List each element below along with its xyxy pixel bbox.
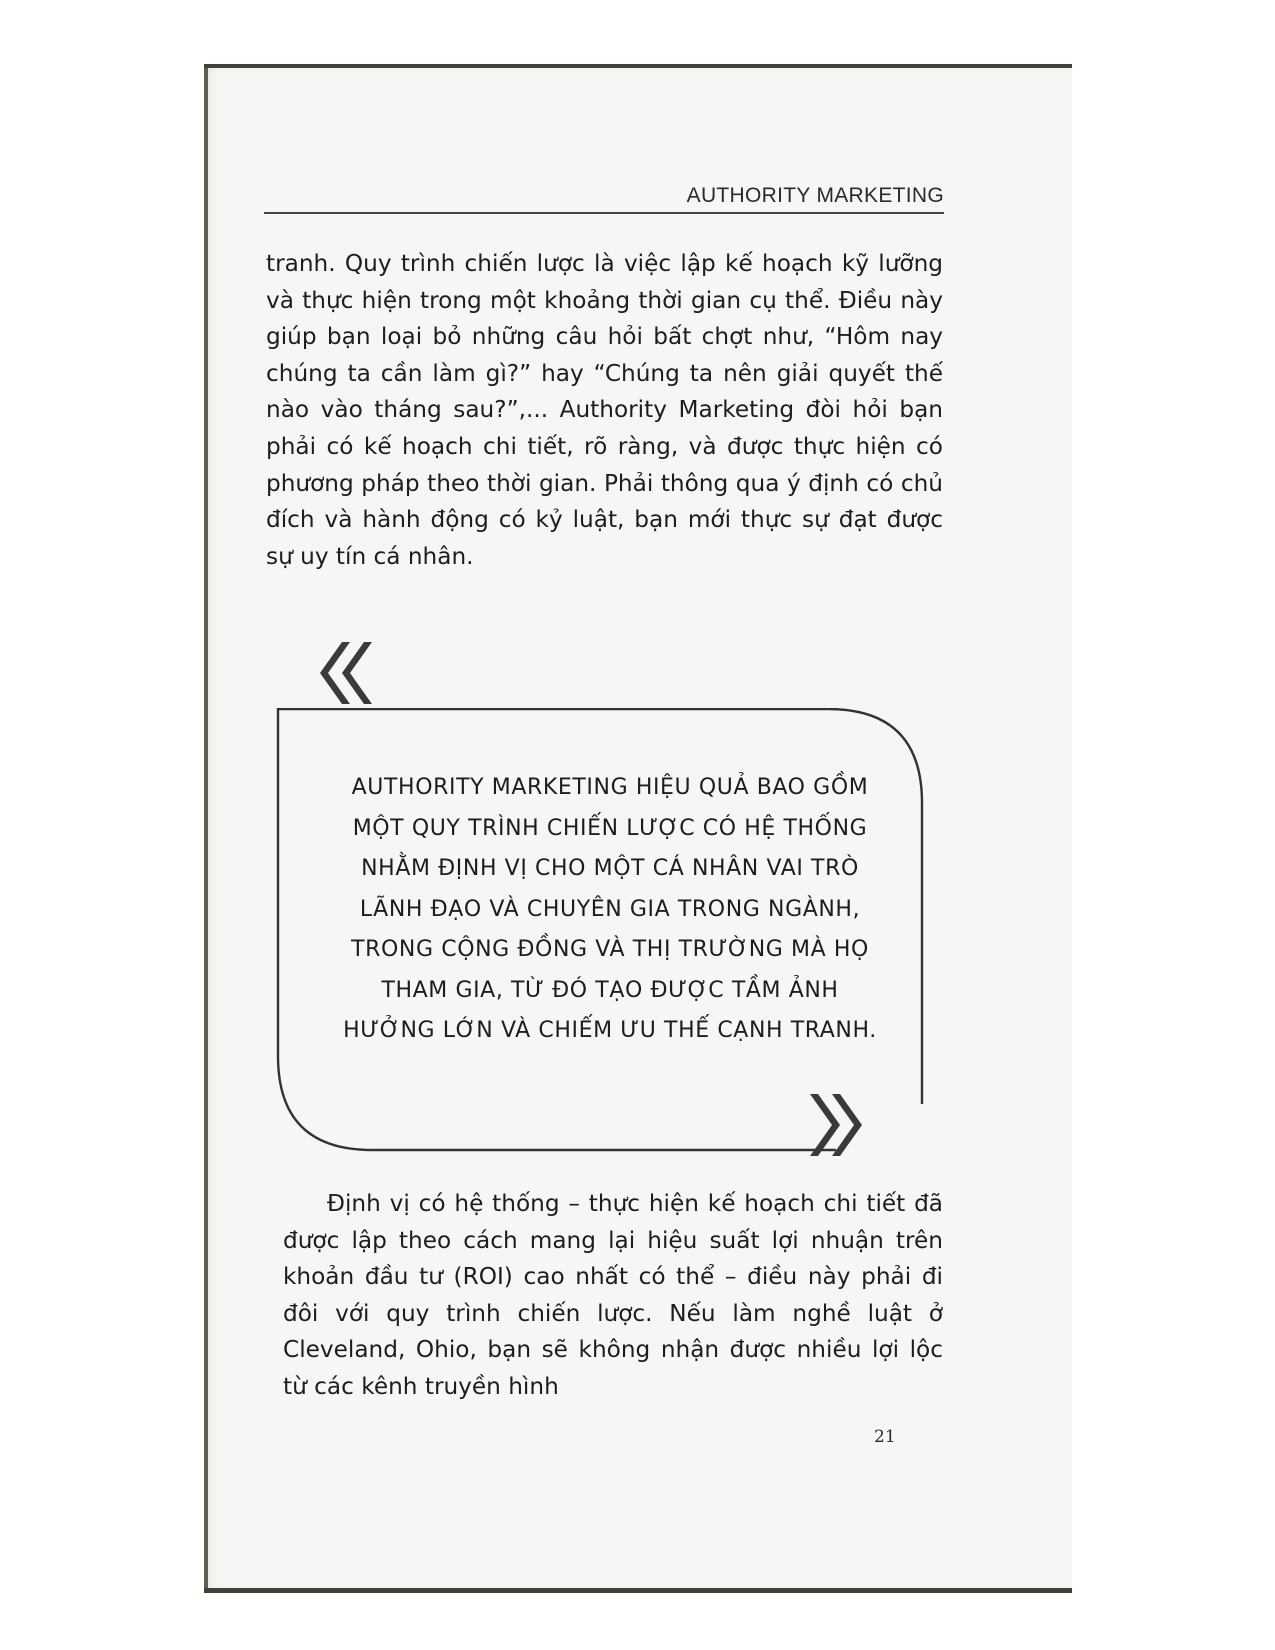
running-title: AUTHORITY MARKETING [686,184,944,207]
double-chevron-right-icon [808,1092,868,1162]
body-paragraph-2: Định vị có hệ thống – thực hiện kế hoạch chi tiết đã được lập theo cách mang lại hiệu suất lợi nhuận trên khoản đầu tư (ROI) cao nhất có thể – điều này phải đi đôi với quy trình chiến lược. Nếu làm nghề luật ở Cleveland, Ohio, bạn sẽ không nhận được nhiều lợi lộc từ các kênh truyền hình [283,1190,943,1400]
page-number: 21 [874,1427,896,1447]
book-spine-edge [204,68,208,1590]
header-rule [264,212,944,214]
book-edge-bottom [204,1588,1072,1593]
running-header [264,180,944,224]
body-paragraph-1: tranh. Quy trình chiến lược là việc lập kế hoạch kỹ lưỡng và thực hiện trong một khoảng thời gian cụ thể. Điều này giúp bạn loại bỏ những câu hỏi bất chợt như, “Hôm nay chúng ta cần làm gì?” hay “Chúng ta nên giải quyết thế nào vào tháng sau?”,... Authority Marketing đòi hỏi bạn phải có kế hoạch chi tiết, rõ ràng, và được thực hiện có phương pháp theo thời gian. Phải thông qua ý định có chủ đích và hành động có kỷ luật, bạn mới thực sự đạt được sự uy tín cá nhân. [266,250,943,570]
double-chevron-left-icon [314,640,374,710]
pull-quote-box [276,708,924,1152]
pull-quote-text: AUTHORITY MARKETING HIỆU QUẢ BAO GỒM MỘT QUY TRÌNH CHIẾN LƯỢC CÓ HỆ THỐNG NHẰM ĐỊNH VỊ CHO MỘT CÁ NHÂN VAI TRÒ LÃNH ĐẠO VÀ CHUYÊN GIA TRONG NGÀNH, TRONG CỘNG ĐỒNG VÀ THỊ TRƯỜNG MÀ HỌ THAM GIA, TỪ ĐÓ TẠO ĐƯỢC TẦM ẢNH HƯỞNG LỚN VÀ CHIẾM ƯU THẾ CẠNH TRANH. [343,775,877,1043]
